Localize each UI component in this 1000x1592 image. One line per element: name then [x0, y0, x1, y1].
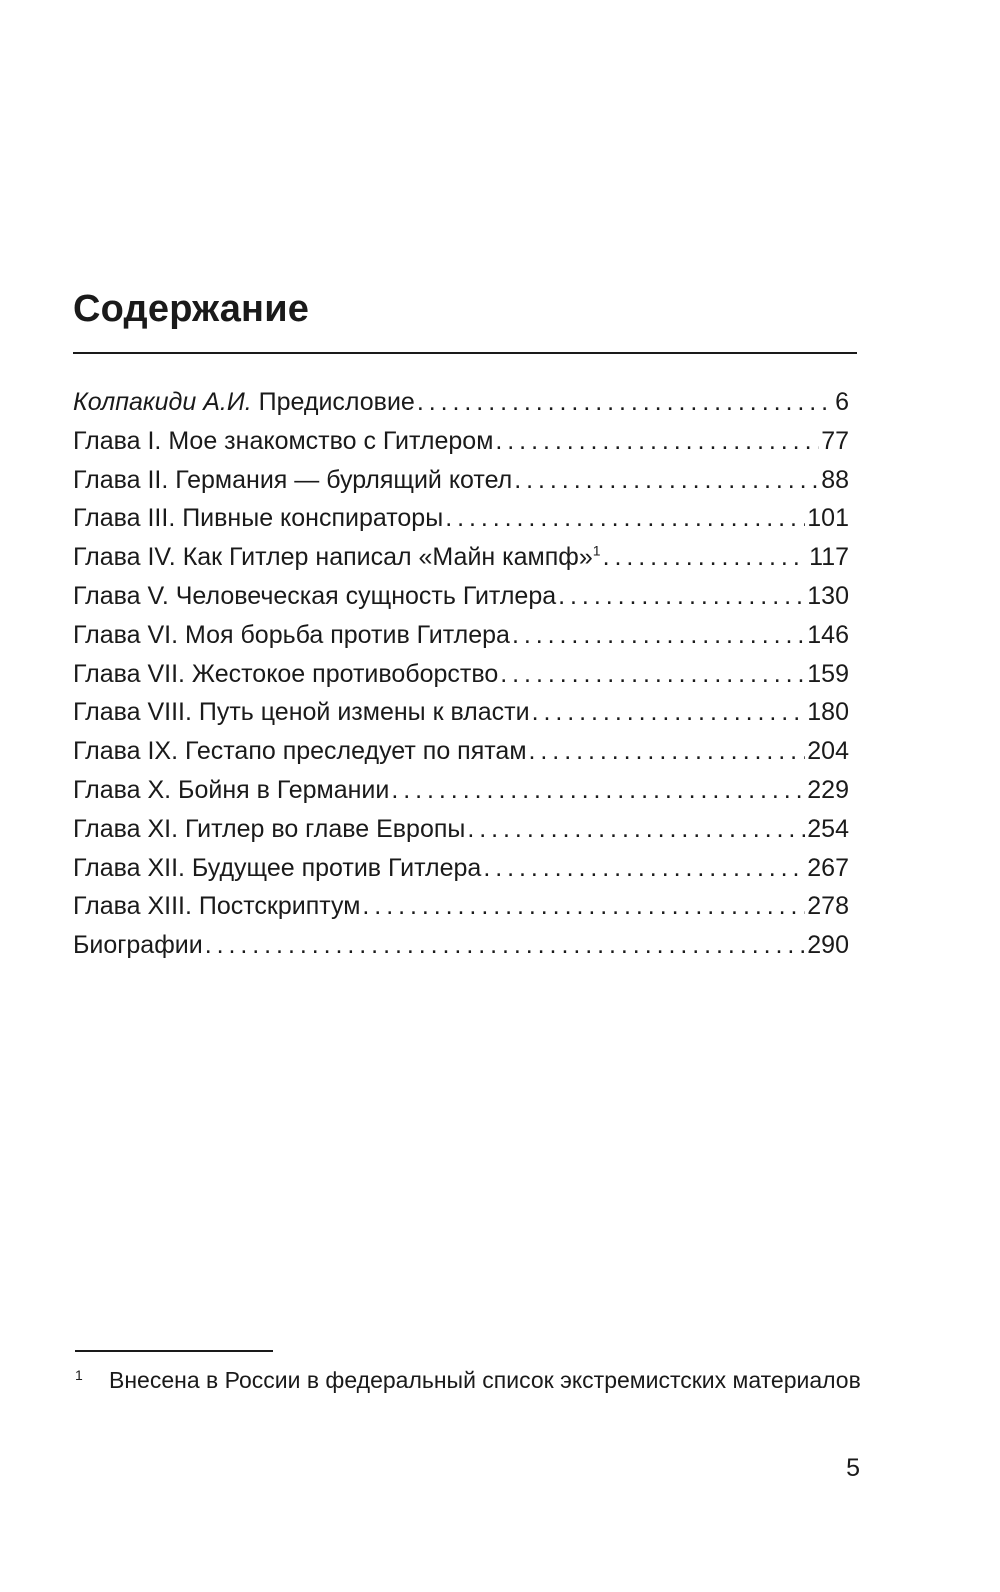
dot-leader: [558, 577, 805, 616]
toc-entry-title: Биографии: [73, 931, 203, 960]
toc-entry-page: 159: [807, 659, 849, 688]
toc-entry-page: 278: [807, 892, 849, 921]
toc-entry: [73, 383, 849, 422]
toc-entry-page: 229: [807, 775, 849, 804]
toc-entry: [73, 771, 849, 810]
title-divider: [73, 352, 857, 354]
toc-entry-title: Глава VII. Жестокое противоборство: [73, 659, 499, 688]
toc-entry: [73, 693, 849, 732]
footnote: [75, 1362, 865, 1398]
toc-entry-title: [73, 383, 415, 422]
toc-entry-title: Глава VI. Моя борьба против Гитлера: [73, 620, 510, 649]
toc-entry-page: 77: [821, 426, 849, 455]
toc-entry-title: [73, 538, 601, 577]
toc-entry-title: Глава I. Мое знакомство с Гитлером: [73, 426, 494, 455]
dot-leader: [391, 771, 805, 810]
toc-entry: [73, 616, 849, 655]
dot-leader: [495, 422, 819, 461]
toc-entry-title: Глава XIII. Постскриптум: [73, 892, 361, 921]
dot-leader: [445, 499, 805, 538]
toc-entry: [73, 732, 849, 771]
toc-entry-page: 254: [807, 814, 849, 843]
toc-entry: [73, 538, 849, 577]
dot-leader: [529, 732, 806, 771]
toc-entry-page: 117: [809, 543, 849, 572]
toc-entry: [73, 499, 849, 538]
toc-entry-page: 130: [807, 581, 849, 610]
footnote-marker: 1: [75, 1367, 83, 1383]
toc-entry-label: Предисловие: [251, 388, 415, 416]
dot-leader: [603, 538, 808, 577]
dot-leader: [362, 887, 805, 926]
page-number: 5: [846, 1454, 860, 1482]
toc-entry-page: 290: [807, 931, 849, 960]
toc-entry-page: 146: [807, 620, 849, 649]
toc-entry: [73, 810, 849, 849]
footnote-divider: [75, 1350, 273, 1352]
toc-entry-title: Глава X. Бойня в Германии: [73, 775, 390, 804]
toc-entry-title: Глава V. Человеческая сущность Гитлера: [73, 581, 557, 610]
toc-entry-page: 204: [807, 737, 849, 766]
dot-leader: [417, 383, 833, 422]
toc-entry-title: Глава VIII. Путь ценой измены к власти: [73, 698, 530, 727]
dot-leader: [500, 655, 805, 694]
toc-entry: [73, 887, 849, 926]
footnote-text: Внесена в России в федеральный список экстремистских материалов: [109, 1367, 861, 1393]
toc-entry: [73, 577, 849, 616]
toc-entry-title: Глава XI. Гитлер во главе Европы: [73, 814, 466, 843]
footnote-reference: 1: [592, 542, 601, 559]
toc-entry-title: Глава XII. Будущее против Гитлера: [73, 853, 482, 882]
page-title: Содержание: [73, 288, 310, 330]
toc-entry-page: 88: [821, 465, 849, 494]
toc-entry-page: 6: [835, 388, 849, 416]
dot-leader: [467, 810, 805, 849]
toc-entry: [73, 849, 849, 888]
toc-entry: [73, 461, 849, 500]
toc-entry-label: Глава IV. Как Гитлер написал «Майн кампф»: [73, 543, 593, 572]
dot-leader: [483, 849, 805, 888]
toc-entry-title: Глава IX. Гестапо преследует по пятам: [73, 737, 527, 766]
toc-entry-author: Колпакиди А.И.: [73, 388, 252, 416]
dot-leader: [512, 616, 805, 655]
toc-entry: [73, 926, 849, 965]
toc-entry-page: 101: [807, 504, 849, 533]
toc-entry: [73, 422, 849, 461]
dot-leader: [532, 693, 806, 732]
toc-entry-page: 267: [807, 853, 849, 882]
dot-leader: [514, 461, 819, 500]
toc-entry-page: 180: [807, 698, 849, 727]
dot-leader: [205, 926, 806, 965]
table-of-contents: [73, 383, 849, 965]
toc-entry: [73, 655, 849, 694]
toc-entry-title: Глава II. Германия — бурлящий котел: [73, 465, 513, 494]
toc-entry-title: Глава III. Пивные конспираторы: [73, 504, 444, 533]
